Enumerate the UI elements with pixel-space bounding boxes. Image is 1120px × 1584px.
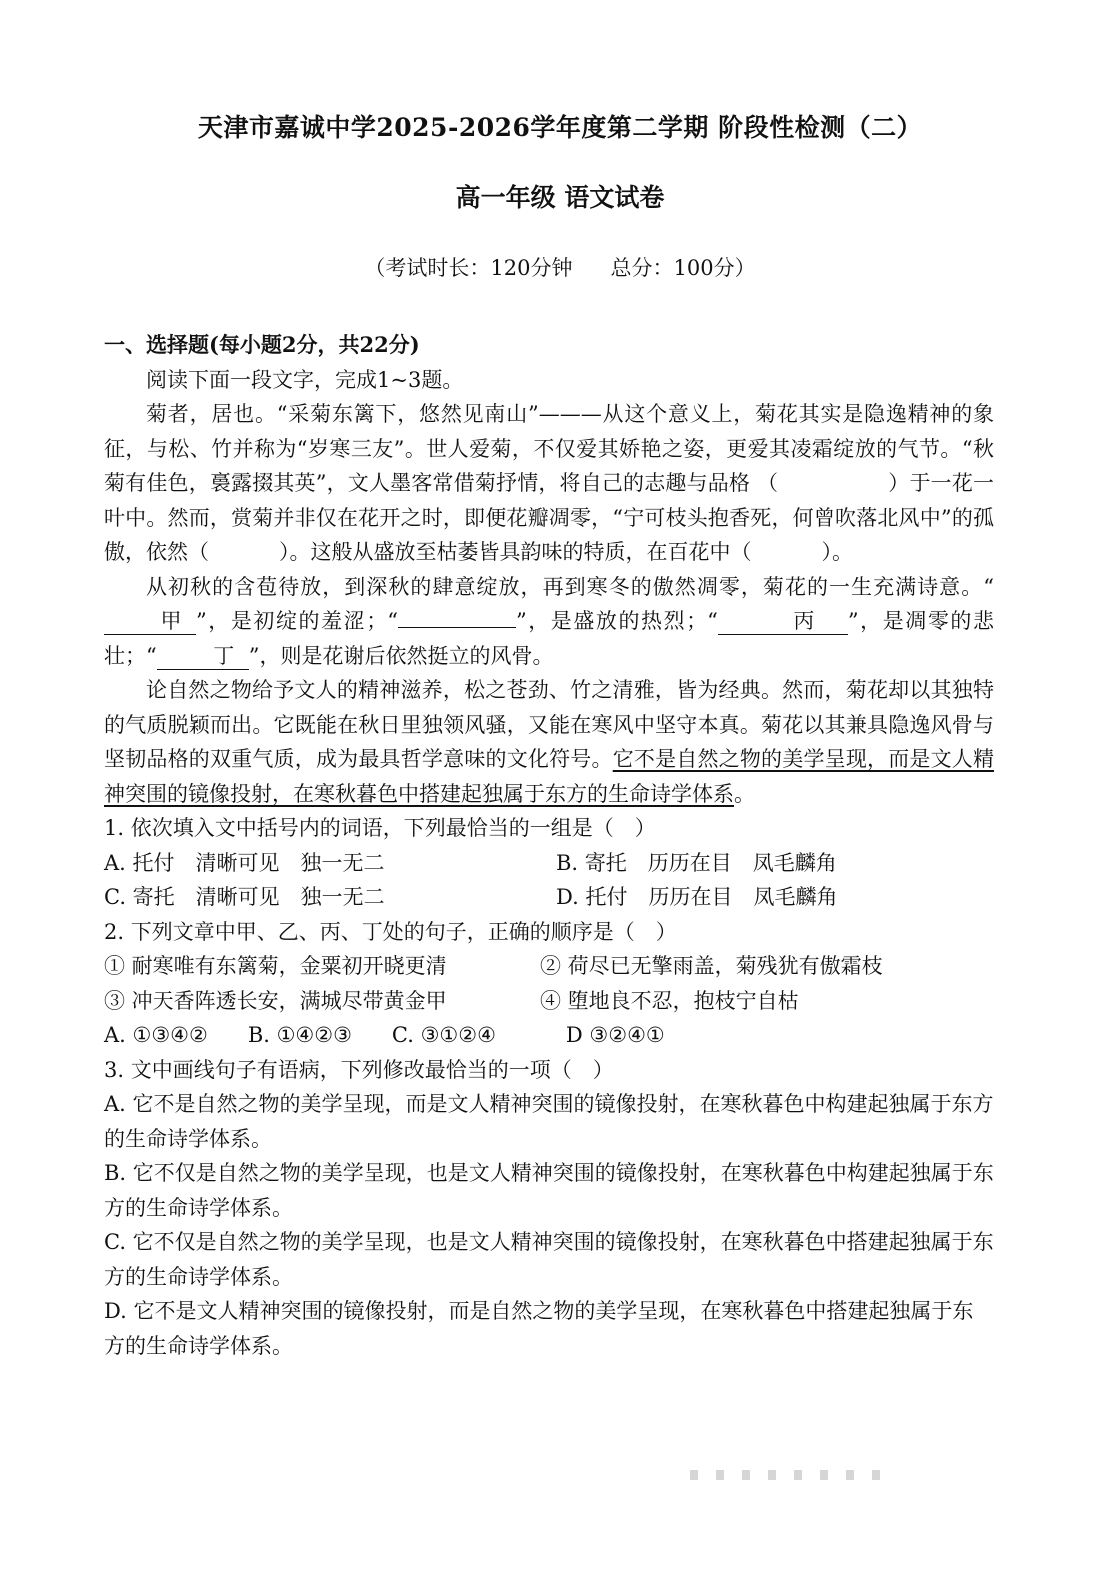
q2-line-2: ② 荷尽已无擎雨盖，菊残犹有傲霜枝 <box>540 954 883 978</box>
passage-text: 论自然之物给予文人的精神滋养，松之苍劲、竹之清雅，皆为经典。然而，菊花却以其独特的气质脱颖而出。它既能在秋日里独领风骚，又能在寒风中坚守本真。菊花以其兼具隐逸风骨与坚韧品格的双重气质，成为最具哲学意味的文化符号。 <box>104 678 994 771</box>
q2-line-3: ③ 冲天香阵透长安，满城尽带黄金甲 <box>104 988 447 1013</box>
q2-option-b: B. ①④②③ <box>247 1023 352 1047</box>
question-2-lines-row-2 <box>104 984 994 1019</box>
exam-subtitle: 高一年级 语文试卷 <box>455 183 665 212</box>
passage-text: ）。 <box>821 540 853 564</box>
q2-option-a: A. ①③④② <box>104 1023 208 1047</box>
reading-intro: 阅读下面一段文字，完成1~3题。 <box>146 367 464 392</box>
question-2-stem: 2. 下列文章中甲、乙、丙、丁处的句子，正确的顺序是（ ） <box>104 919 677 944</box>
q2-option-c: C. ③①②④ <box>391 1023 496 1047</box>
quote-mark: “ <box>983 574 994 599</box>
faint-footer-mark <box>690 1470 890 1480</box>
passage-paragraph-3 <box>104 673 994 811</box>
question-3-stem: 3. 文中画线句子有语病，下列修改最恰当的一项（ ） <box>104 1057 614 1082</box>
section-choice <box>104 328 994 1363</box>
passage-paragraph-1 <box>104 397 994 570</box>
underlined-sentence: 它不是自然之物的美学呈现，而是文人精神突围的镜像投射，在寒秋暮色中搭建起独属于东方的生命诗学体系 <box>104 747 995 806</box>
quote-mark: ”，是凋零的悲壮； <box>104 609 994 668</box>
quote-mark: ”，是盛放的热烈； <box>515 609 708 633</box>
passage-text: ）。这般从盛放至枯萎皆具韵味的特质，在百花中（ <box>279 540 752 564</box>
q3-option-d: D. 它不是文人精神突围的镜像投射，而是自然之物的美学呈现，在寒秋暮色中搭建起独属于东方的生命诗学体系。 <box>104 1299 974 1358</box>
exam-title: 天津市嘉诚中学2025-2026学年度第二学期 阶段性检测（二） <box>197 113 923 142</box>
exam-meta <box>0 252 1120 282</box>
fill-jia: 甲 <box>104 608 196 635</box>
q2-line-4: ④ 堕地良不忍，抱枝宁自枯 <box>540 988 799 1013</box>
q3-option-a: A. 它不是自然之物的美学呈现，而是文人精神突围的镜像投射，在寒秋暮色中构建起独属于东方的生命诗学体系。 <box>104 1092 994 1151</box>
question-1-options-row-1 <box>104 846 994 881</box>
quote-mark: ”，是初绽的羞涩；“ <box>196 609 398 633</box>
q1-option-d: D. 托付 历历在目 凤毛麟角 <box>556 885 838 909</box>
fill-ding: 丁 <box>157 643 249 670</box>
q1-option-b: B. 寄托 历历在目 凤毛麟角 <box>556 850 837 875</box>
question-1-options-row-2 <box>104 880 994 915</box>
exam-duration: （考试时长：120分钟 <box>364 256 573 280</box>
question-1-stem: 1. 依次填入文中括号内的词语，下列最恰当的一组是（ ） <box>104 816 656 840</box>
passage-text: ）于一花一叶中。然而，赏菊并非仅在花开之时，即便花瓣凋零，“宁可枝头抱香死，何曾吹落北风中”的孤傲，依然（ <box>104 471 994 564</box>
exam-total: 总分：100分） <box>610 256 756 280</box>
fill-yi <box>398 627 516 628</box>
fill-bing: 丙 <box>718 608 848 635</box>
q1-option-a: A. 托付 清晰可见 独一无二 <box>104 850 385 875</box>
q1-option-c: C. 寄托 清晰可见 独一无二 <box>104 885 385 909</box>
passage-paragraph-2 <box>104 570 994 674</box>
quote-mark: “ <box>707 609 718 633</box>
question-2-lines-row-1 <box>104 949 994 984</box>
passage-text: 。 <box>734 781 755 806</box>
passage-text: 从初秋的含苞待放，到深秋的肆意绽放，再到寒冬的傲然凋零，菊花的一生充满诗意。 <box>146 574 984 599</box>
passage-text: 菊者，居也。“采菊东篱下，悠然见南山”———从这个意义上，菊花其实是隐逸精神的象征，与松、竹并称为“岁寒三友”。世人爱菊，不仅爱其娇艳之姿，更爱其凌霜绽放的气节。“秋菊有佳色，裛露掇其英”，文人墨客常借菊抒情，将自己的志趣与品格 （ <box>104 402 994 495</box>
q3-option-c: C. 它不仅是自然之物的美学呈现，也是文人精神突围的镜像投射，在寒秋暮色中搭建起独属于东方的生命诗学体系。 <box>104 1230 994 1289</box>
q2-option-d: D ③②④① <box>565 1023 665 1047</box>
q2-line-1: ① 耐寒唯有东篱菊，金粟初开晓更清 <box>104 954 447 978</box>
quote-mark: ”，则是花谢后依然挺立的风骨。 <box>248 643 554 668</box>
section-heading: 一、选择题(每小题2分，共22分) <box>104 332 420 357</box>
q3-option-b: B. 它不仅是自然之物的美学呈现，也是文人精神突围的镜像投射，在寒秋暮色中构建起独属于东方的生命诗学体系。 <box>104 1161 994 1220</box>
question-2-options <box>104 1018 994 1053</box>
quote-mark: “ <box>146 643 157 668</box>
